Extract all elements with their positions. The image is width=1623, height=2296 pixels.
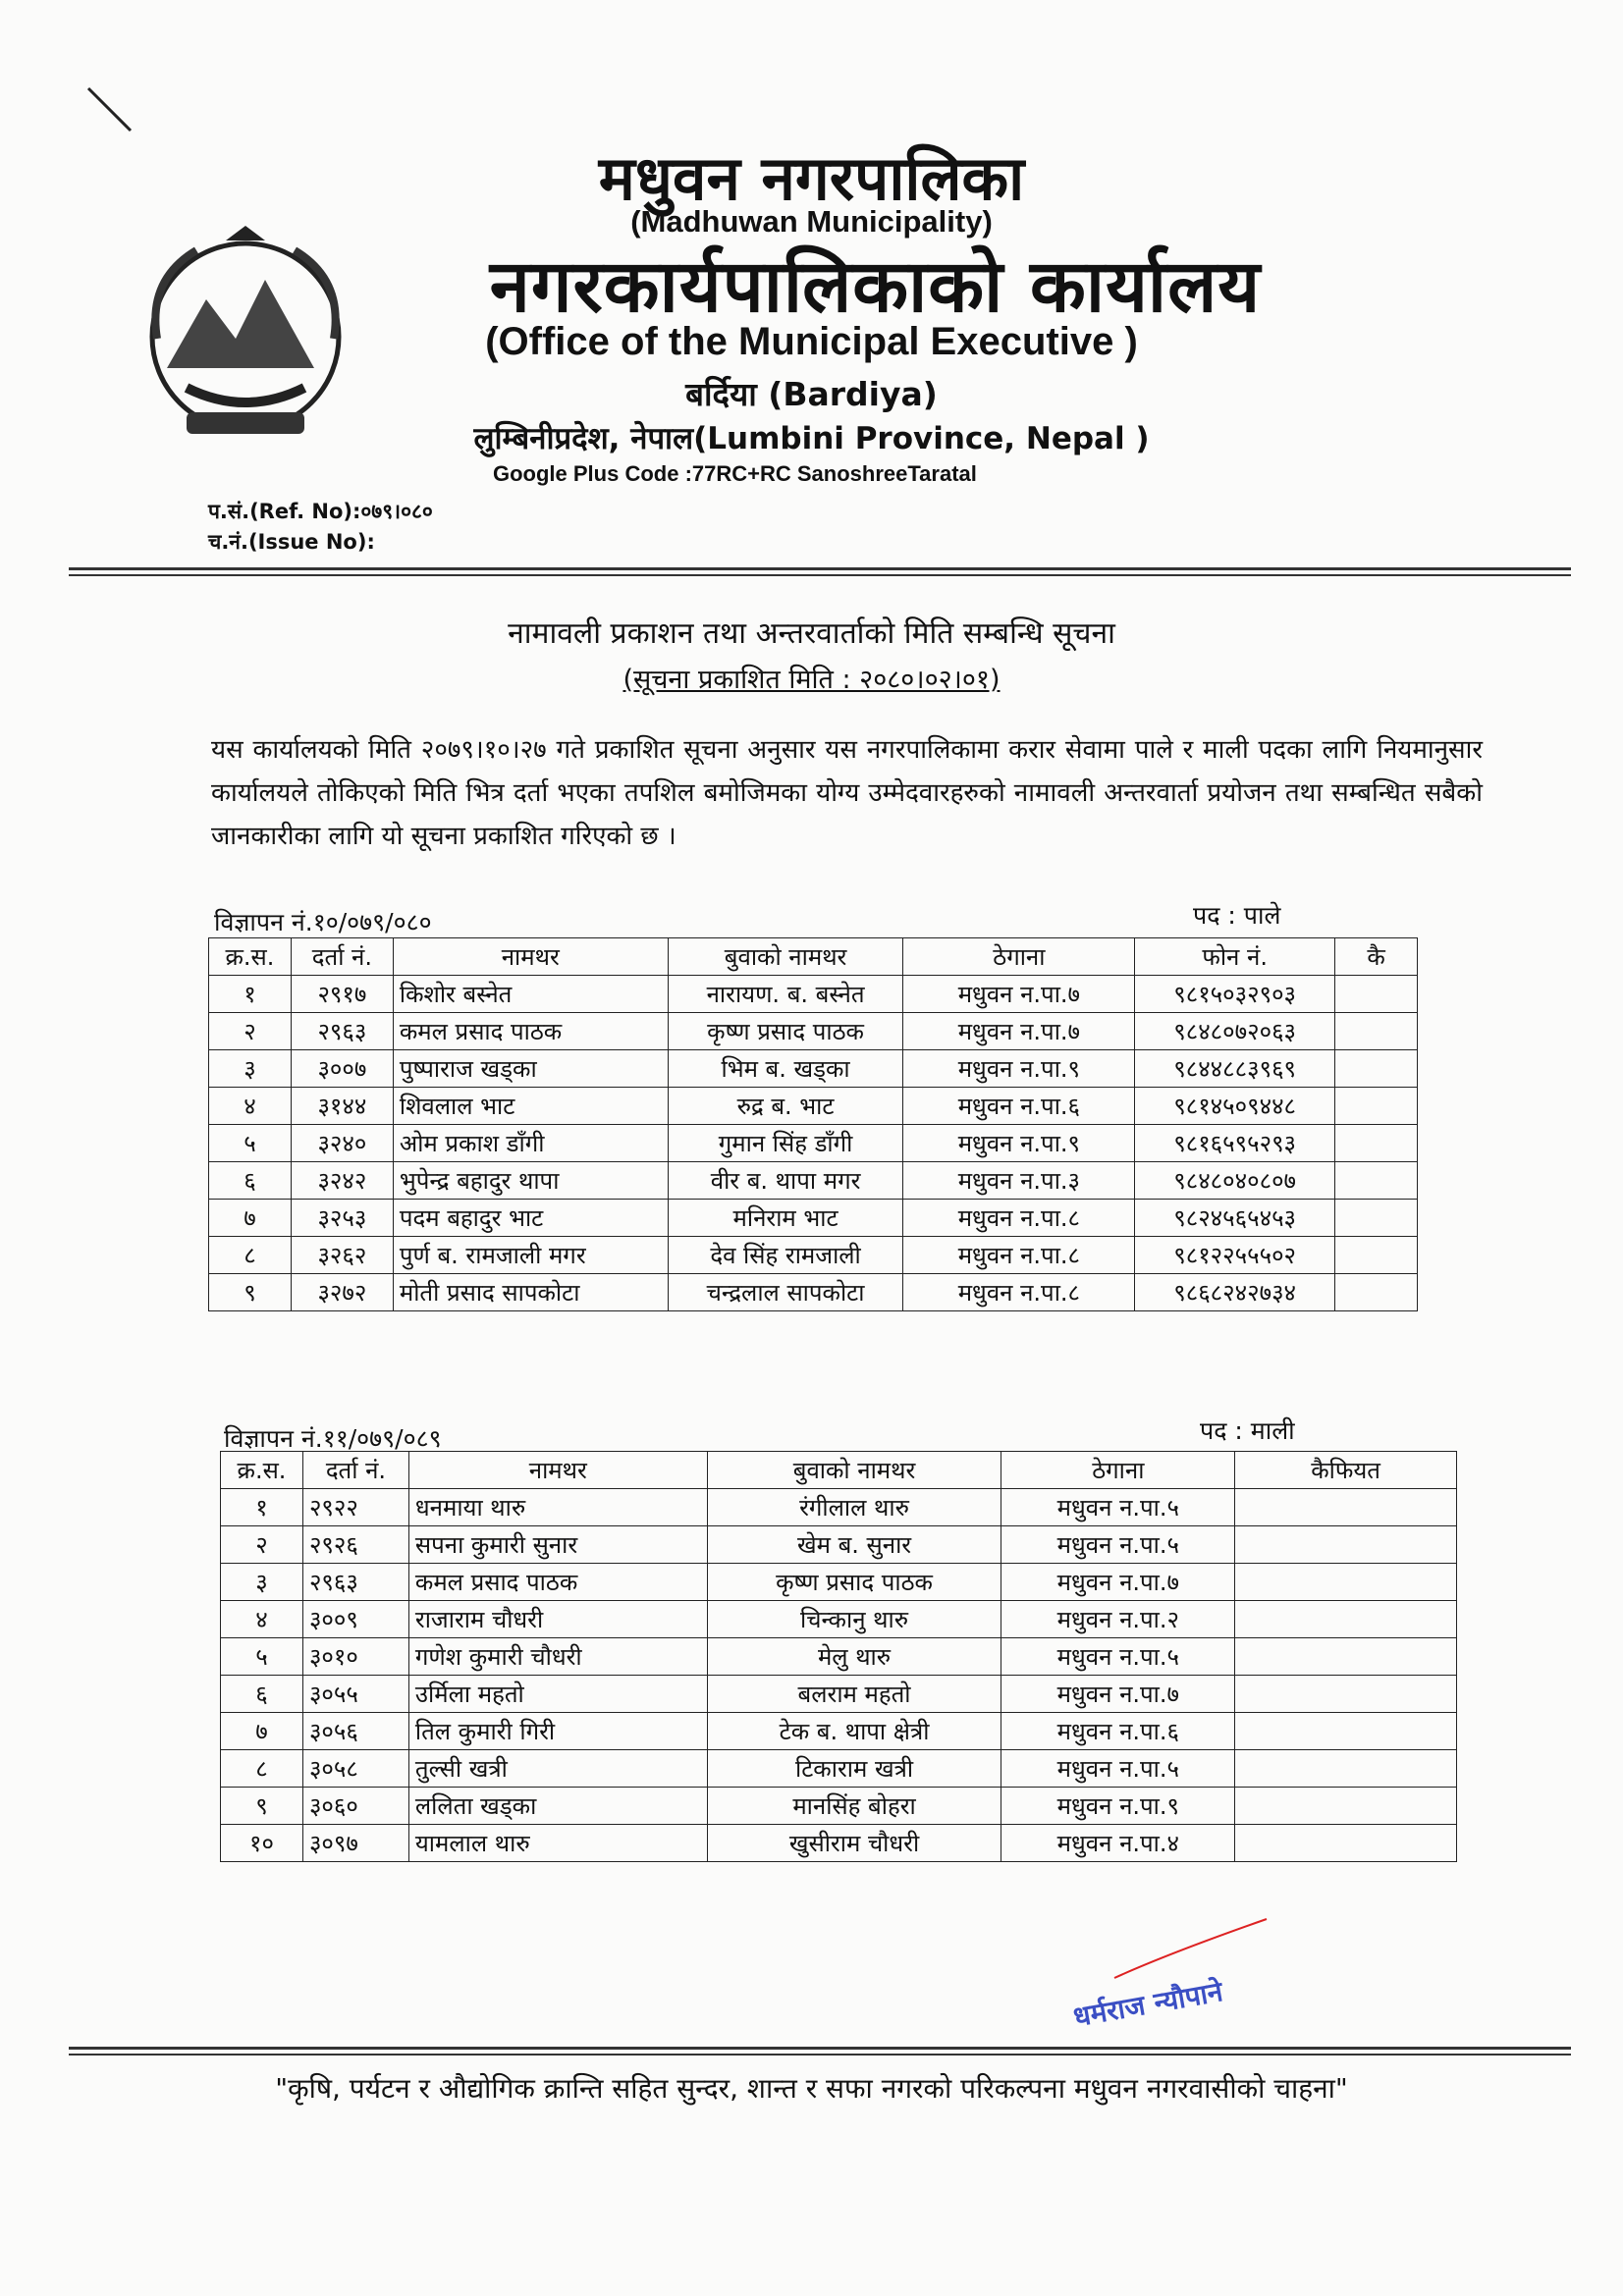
table-cell: किशोर बस्नेत bbox=[393, 976, 668, 1013]
header-divider bbox=[69, 567, 1571, 576]
table-cell: ३०९७ bbox=[302, 1825, 408, 1862]
table-cell bbox=[1235, 1713, 1457, 1750]
table-cell: मधुवन न.पा.९ bbox=[903, 1050, 1135, 1088]
table-cell: मधुवन न.पा.७ bbox=[1001, 1676, 1235, 1713]
table-cell: चिन्कानु थारु bbox=[707, 1601, 1001, 1638]
table-cell bbox=[1235, 1601, 1457, 1638]
table-row bbox=[221, 1526, 1457, 1564]
table-cell: कृष्ण प्रसाद पाठक bbox=[668, 1013, 903, 1050]
table-cell: ३ bbox=[209, 1050, 292, 1088]
table-cell: देव सिंह रामजाली bbox=[668, 1237, 903, 1274]
table-cell: ९८१४५०९४४८ bbox=[1135, 1088, 1335, 1125]
advert-number-2: विज्ञापन नं.११/०७९/०८९ bbox=[224, 1424, 442, 1453]
table-cell bbox=[1335, 976, 1418, 1013]
table-cell: ९८१२२५५५०२ bbox=[1135, 1237, 1335, 1274]
table-cell: मानसिंह बोहरा bbox=[707, 1788, 1001, 1825]
table-cell: २९२६ bbox=[302, 1526, 408, 1564]
official-stamp: धर्मराज न्यौपाने bbox=[1070, 1975, 1225, 2034]
table-cell: ९८२४५६५४५३ bbox=[1135, 1200, 1335, 1237]
table-row bbox=[221, 1638, 1457, 1676]
table-cell: ८ bbox=[209, 1237, 292, 1274]
table-cell: २९६३ bbox=[291, 1013, 393, 1050]
table-row bbox=[209, 1237, 1418, 1274]
table-cell: भिम ब. खड्का bbox=[668, 1050, 903, 1088]
table-cell bbox=[1335, 1125, 1418, 1162]
table-cell: मधुवन न.पा.८ bbox=[903, 1200, 1135, 1237]
table-cell: मधुवन न.पा.३ bbox=[903, 1162, 1135, 1200]
table-cell: मधुवन न.पा.५ bbox=[1001, 1526, 1235, 1564]
table-cell: रंगीलाल थारु bbox=[707, 1489, 1001, 1526]
table-row bbox=[209, 1200, 1418, 1237]
municipality-name-nepali: मधुवन नगरपालिका bbox=[598, 142, 1025, 214]
province-name: लुम्बिनीप्रदेश, नेपाल(Lumbini Province, Nepal ) bbox=[473, 421, 1150, 456]
table-cell: ३०६० bbox=[302, 1788, 408, 1825]
municipality-name-english: (Madhuwan Municipality) bbox=[630, 204, 993, 239]
table-cell: ९८४८०४०८०७ bbox=[1135, 1162, 1335, 1200]
advert-number-1: विज्ञापन नं.१०/०७९/०८० bbox=[214, 908, 432, 936]
table-row bbox=[221, 1788, 1457, 1825]
table-row bbox=[209, 1013, 1418, 1050]
table-row bbox=[209, 1162, 1418, 1200]
reference-number: प.सं.(Ref. No):०७९।०८० bbox=[208, 500, 433, 523]
table-cell: मधुवन न.पा.५ bbox=[1001, 1638, 1235, 1676]
table-cell bbox=[1235, 1750, 1457, 1788]
table-cell: ३०५५ bbox=[302, 1676, 408, 1713]
table-cell: ९८१६५९५२९३ bbox=[1135, 1125, 1335, 1162]
column-header: फोन नं. bbox=[1135, 938, 1335, 976]
table-cell: ७ bbox=[209, 1200, 292, 1237]
table-cell: पुष्पाराज खड्का bbox=[393, 1050, 668, 1088]
table-cell: पदम बहादुर भाट bbox=[393, 1200, 668, 1237]
table-row bbox=[221, 1564, 1457, 1601]
table-row bbox=[209, 1088, 1418, 1125]
table-row bbox=[221, 1825, 1457, 1862]
table-cell: ९८१५०३२९०३ bbox=[1135, 976, 1335, 1013]
table-row bbox=[221, 1713, 1457, 1750]
table-cell: मेलु थारु bbox=[707, 1638, 1001, 1676]
table-cell: खुसीराम चौधरी bbox=[707, 1825, 1001, 1862]
column-header: ठेगाना bbox=[1001, 1452, 1235, 1489]
table-header-row bbox=[221, 1452, 1457, 1489]
post-label-1: पद : पाले bbox=[1193, 901, 1281, 930]
table-cell: ९ bbox=[209, 1274, 292, 1311]
column-header: कै bbox=[1335, 938, 1418, 976]
table-cell: धनमाया थारु bbox=[408, 1489, 707, 1526]
table-cell: २ bbox=[209, 1013, 292, 1050]
table-cell bbox=[1335, 1162, 1418, 1200]
table-cell: गणेश कुमारी चौधरी bbox=[408, 1638, 707, 1676]
table-cell: सपना कुमारी सुनार bbox=[408, 1526, 707, 1564]
table-cell: ९८४८०७२०६३ bbox=[1135, 1013, 1335, 1050]
table-cell: मधुवन न.पा.७ bbox=[1001, 1564, 1235, 1601]
table-cell: ३२६२ bbox=[291, 1237, 393, 1274]
issue-number: च.नं.(Issue No): bbox=[208, 530, 375, 554]
table-cell: रुद्र ब. भाट bbox=[668, 1088, 903, 1125]
table-cell: ३००९ bbox=[302, 1601, 408, 1638]
table-cell: १ bbox=[209, 976, 292, 1013]
table-cell bbox=[1235, 1526, 1457, 1564]
table-cell: ३१४४ bbox=[291, 1088, 393, 1125]
table-cell bbox=[1235, 1825, 1457, 1862]
table-cell: मधुवन न.पा.८ bbox=[903, 1274, 1135, 1311]
table-row bbox=[209, 1125, 1418, 1162]
table-cell: ४ bbox=[209, 1088, 292, 1125]
footer-divider bbox=[69, 2047, 1571, 2056]
column-header: क्र.स. bbox=[209, 938, 292, 976]
table-cell: मधुवन न.पा.६ bbox=[903, 1088, 1135, 1125]
table-cell: मधुवन न.पा.८ bbox=[903, 1237, 1135, 1274]
table-cell: ९८६८२४२७३४ bbox=[1135, 1274, 1335, 1311]
notice-title: नामावली प्रकाशन तथा अन्तरवार्ताको मिति सम्बन्धि सूचना bbox=[508, 616, 1115, 651]
table-header-row bbox=[209, 938, 1418, 976]
table-row bbox=[209, 1274, 1418, 1311]
table-cell: ४ bbox=[221, 1601, 303, 1638]
table-cell: उर्मिला महतो bbox=[408, 1676, 707, 1713]
table-cell: ५ bbox=[221, 1638, 303, 1676]
table-cell bbox=[1235, 1564, 1457, 1601]
table-cell: मधुवन न.पा.५ bbox=[1001, 1750, 1235, 1788]
table-cell: टेक ब. थापा क्षेत्री bbox=[707, 1713, 1001, 1750]
table-cell: ६ bbox=[221, 1676, 303, 1713]
table-cell: चन्द्रलाल सापकोटा bbox=[668, 1274, 903, 1311]
table-cell: तिल कुमारी गिरी bbox=[408, 1713, 707, 1750]
table-cell: ३२४२ bbox=[291, 1162, 393, 1200]
table-cell bbox=[1335, 1013, 1418, 1050]
candidate-table-mali bbox=[220, 1451, 1457, 1862]
table-cell bbox=[1235, 1489, 1457, 1526]
table-cell: बलराम महतो bbox=[707, 1676, 1001, 1713]
table-cell: ९ bbox=[221, 1788, 303, 1825]
table-cell: मोती प्रसाद सापकोटा bbox=[393, 1274, 668, 1311]
table-cell: ३०५६ bbox=[302, 1713, 408, 1750]
table-cell: ३२७२ bbox=[291, 1274, 393, 1311]
table-cell: टिकाराम खत्री bbox=[707, 1750, 1001, 1788]
table-cell bbox=[1235, 1638, 1457, 1676]
column-header: बुवाको नामथर bbox=[707, 1452, 1001, 1489]
table-cell: ८ bbox=[221, 1750, 303, 1788]
table-cell: मधुवन न.पा.७ bbox=[903, 1013, 1135, 1050]
table-cell bbox=[1235, 1676, 1457, 1713]
table-cell: नारायण. ब. बस्नेत bbox=[668, 976, 903, 1013]
table-cell bbox=[1335, 1088, 1418, 1125]
table-cell: ७ bbox=[221, 1713, 303, 1750]
column-header: दर्ता नं. bbox=[302, 1452, 408, 1489]
notice-published-date: (सूचना प्रकाशित मिति : २०८०।०२।०१) bbox=[622, 665, 1001, 695]
office-name-nepali: नगरकार्यपालिकाको कार्यालय bbox=[489, 244, 1262, 329]
table-cell bbox=[1335, 1050, 1418, 1088]
table-cell: ३००७ bbox=[291, 1050, 393, 1088]
table-cell: मधुवन न.पा.४ bbox=[1001, 1825, 1235, 1862]
table-cell: यामलाल थारु bbox=[408, 1825, 707, 1862]
table-cell: मधुवन न.पा.७ bbox=[903, 976, 1135, 1013]
table-cell: २९१७ bbox=[291, 976, 393, 1013]
column-header: कैफियत bbox=[1235, 1452, 1457, 1489]
table-cell: मधुवन न.पा.६ bbox=[1001, 1713, 1235, 1750]
table-cell bbox=[1235, 1788, 1457, 1825]
table-cell: ३०५८ bbox=[302, 1750, 408, 1788]
table-cell: खेम ब. सुनार bbox=[707, 1526, 1001, 1564]
notice-paragraph: यस कार्यालयको मिति २०७९।१०।२७ गते प्रकाशित सूचना अनुसार यस नगरपालिकामा करार सेवामा पाले र माली पदका लागि नियमानुसार कार्यालयले तोकिएको मिति भित्र दर्ता भएका तपशिल बमोजिमका योग्य उम्मेदवारहरुको नामावली अन्तरवार्ता प्रयोजन तथा सम्बन्धित सबैको जानकारीका लागि यो सूचना प्रकाशित गरिएको छ । bbox=[211, 735, 1483, 851]
table-cell: ३२४० bbox=[291, 1125, 393, 1162]
pen-stroke-mark bbox=[86, 86, 135, 135]
table-row bbox=[209, 976, 1418, 1013]
column-header: दर्ता नं. bbox=[291, 938, 393, 976]
table-cell: मधुवन न.पा.५ bbox=[1001, 1489, 1235, 1526]
column-header: नामथर bbox=[393, 938, 668, 976]
table-cell: कमल प्रसाद पाठक bbox=[393, 1013, 668, 1050]
table-cell: राजाराम चौधरी bbox=[408, 1601, 707, 1638]
table-cell: २ bbox=[221, 1526, 303, 1564]
plus-code: Google Plus Code :77RC+RC SanoshreeTaratal bbox=[493, 461, 977, 486]
table-cell: ३ bbox=[221, 1564, 303, 1601]
table-cell: वीर ब. थापा मगर bbox=[668, 1162, 903, 1200]
table-cell: कृष्ण प्रसाद पाठक bbox=[707, 1564, 1001, 1601]
candidate-table-pale bbox=[208, 937, 1418, 1311]
table-cell: पुर्ण ब. रामजाली मगर bbox=[393, 1237, 668, 1274]
table-cell: ६ bbox=[209, 1162, 292, 1200]
table-cell: ओम प्रकाश डाँगी bbox=[393, 1125, 668, 1162]
table-cell bbox=[1335, 1274, 1418, 1311]
table-row bbox=[221, 1489, 1457, 1526]
table-cell: मधुवन न.पा.२ bbox=[1001, 1601, 1235, 1638]
table-cell: ९८४४८८३९६९ bbox=[1135, 1050, 1335, 1088]
column-header: क्र.स. bbox=[221, 1452, 303, 1489]
district-name: बर्दिया (Bardiya) bbox=[685, 375, 938, 413]
footer-slogan: "कृषि, पर्यटन र औद्योगिक क्रान्ति सहित सुन्दर, शान्त र सफा नगरको परिकल्पना मधुवन नगरवासीको चाहना" bbox=[275, 2072, 1348, 2105]
table-cell: मनिराम भाट bbox=[668, 1200, 903, 1237]
table-row bbox=[221, 1676, 1457, 1713]
post-label-2: पद : माली bbox=[1200, 1416, 1295, 1445]
table-cell: भुपेन्द्र बहादुर थापा bbox=[393, 1162, 668, 1200]
table-cell: कमल प्रसाद पाठक bbox=[408, 1564, 707, 1601]
table-cell: २९२२ bbox=[302, 1489, 408, 1526]
table-row bbox=[221, 1750, 1457, 1788]
column-header: ठेगाना bbox=[903, 938, 1135, 976]
table-cell: १ bbox=[221, 1489, 303, 1526]
office-name-english: (Office of the Municipal Executive ) bbox=[485, 320, 1138, 363]
table-row bbox=[209, 1050, 1418, 1088]
table-cell: ५ bbox=[209, 1125, 292, 1162]
table-cell: ललिता खड्का bbox=[408, 1788, 707, 1825]
table-cell bbox=[1335, 1237, 1418, 1274]
table-cell: मधुवन न.पा.९ bbox=[903, 1125, 1135, 1162]
column-header: नामथर bbox=[408, 1452, 707, 1489]
table-cell: तुल्सी खत्री bbox=[408, 1750, 707, 1788]
table-cell: १० bbox=[221, 1825, 303, 1862]
table-cell: मधुवन न.पा.९ bbox=[1001, 1788, 1235, 1825]
table-cell: गुमान सिंह डाँगी bbox=[668, 1125, 903, 1162]
table-cell: शिवलाल भाट bbox=[393, 1088, 668, 1125]
table-row bbox=[221, 1601, 1457, 1638]
column-header: बुवाको नामथर bbox=[668, 938, 903, 976]
table-cell: २९६३ bbox=[302, 1564, 408, 1601]
table-cell: ३२५३ bbox=[291, 1200, 393, 1237]
table-cell bbox=[1335, 1200, 1418, 1237]
table-cell: ३०१० bbox=[302, 1638, 408, 1676]
